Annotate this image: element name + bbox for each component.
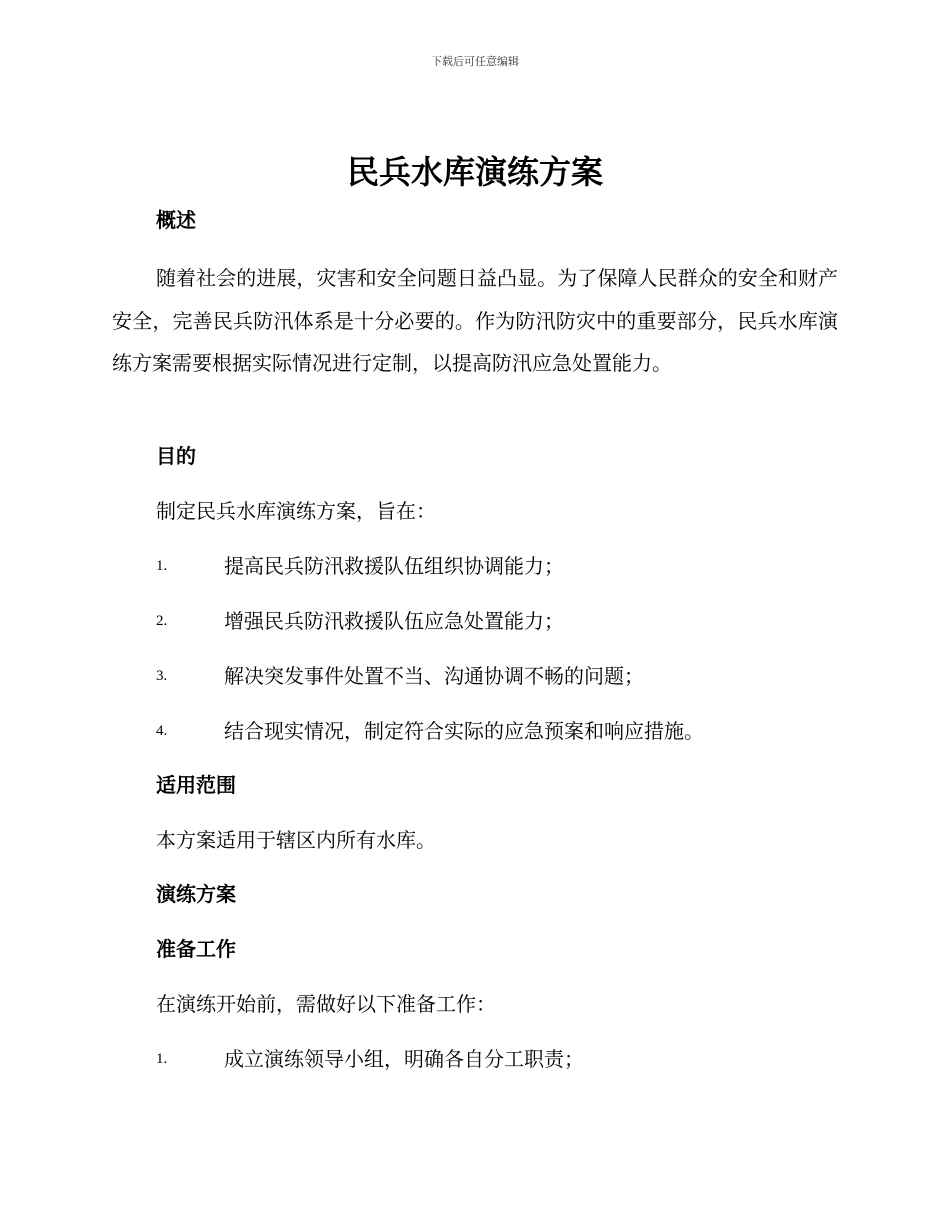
section-heading-scope: 适用范围 <box>156 773 236 797</box>
list-text: 结合现实情况，制定符合实际的应急预案和响应措施。 <box>224 719 704 743</box>
subsection-heading-preparation: 准备工作 <box>156 937 236 961</box>
list-number: 1. <box>156 558 168 574</box>
list-number: 1. <box>156 1051 168 1067</box>
preparation-intro: 在演练开始前，需做好以下准备工作： <box>156 992 496 1016</box>
list-text: 解决突发事件处置不当、沟通协调不畅的问题； <box>224 664 644 688</box>
section-heading-plan: 演练方案 <box>156 882 236 906</box>
scope-paragraph: 本方案适用于辖区内所有水库。 <box>156 828 436 852</box>
page-header-note: 下载后可任意编辑 <box>431 55 519 68</box>
list-number: 2. <box>156 613 168 629</box>
section-heading-overview: 概述 <box>156 208 196 232</box>
overview-paragraph: 随着社会的进展，灾害和安全问题日益凸显。为了保障人民群众的安全和财产安全，完善民兵防汛体系是十分必要的。作为防汛防灾中的重要部分，民兵水库演练方案需要根据实际情况进行定制，以提高防汛应急处置能力。 <box>112 266 838 375</box>
section-heading-purpose: 目的 <box>156 444 196 468</box>
purpose-intro: 制定民兵水库演练方案，旨在： <box>156 499 436 523</box>
list-text: 增强民兵防汛救援队伍应急处置能力； <box>224 609 564 633</box>
list-text: 提高民兵防汛救援队伍组织协调能力； <box>224 554 564 578</box>
document-title: 民兵水库演练方案 <box>346 153 603 191</box>
list-number: 3. <box>156 668 168 684</box>
list-number: 4. <box>156 723 168 739</box>
list-text: 成立演练领导小组，明确各自分工职责； <box>224 1047 584 1071</box>
